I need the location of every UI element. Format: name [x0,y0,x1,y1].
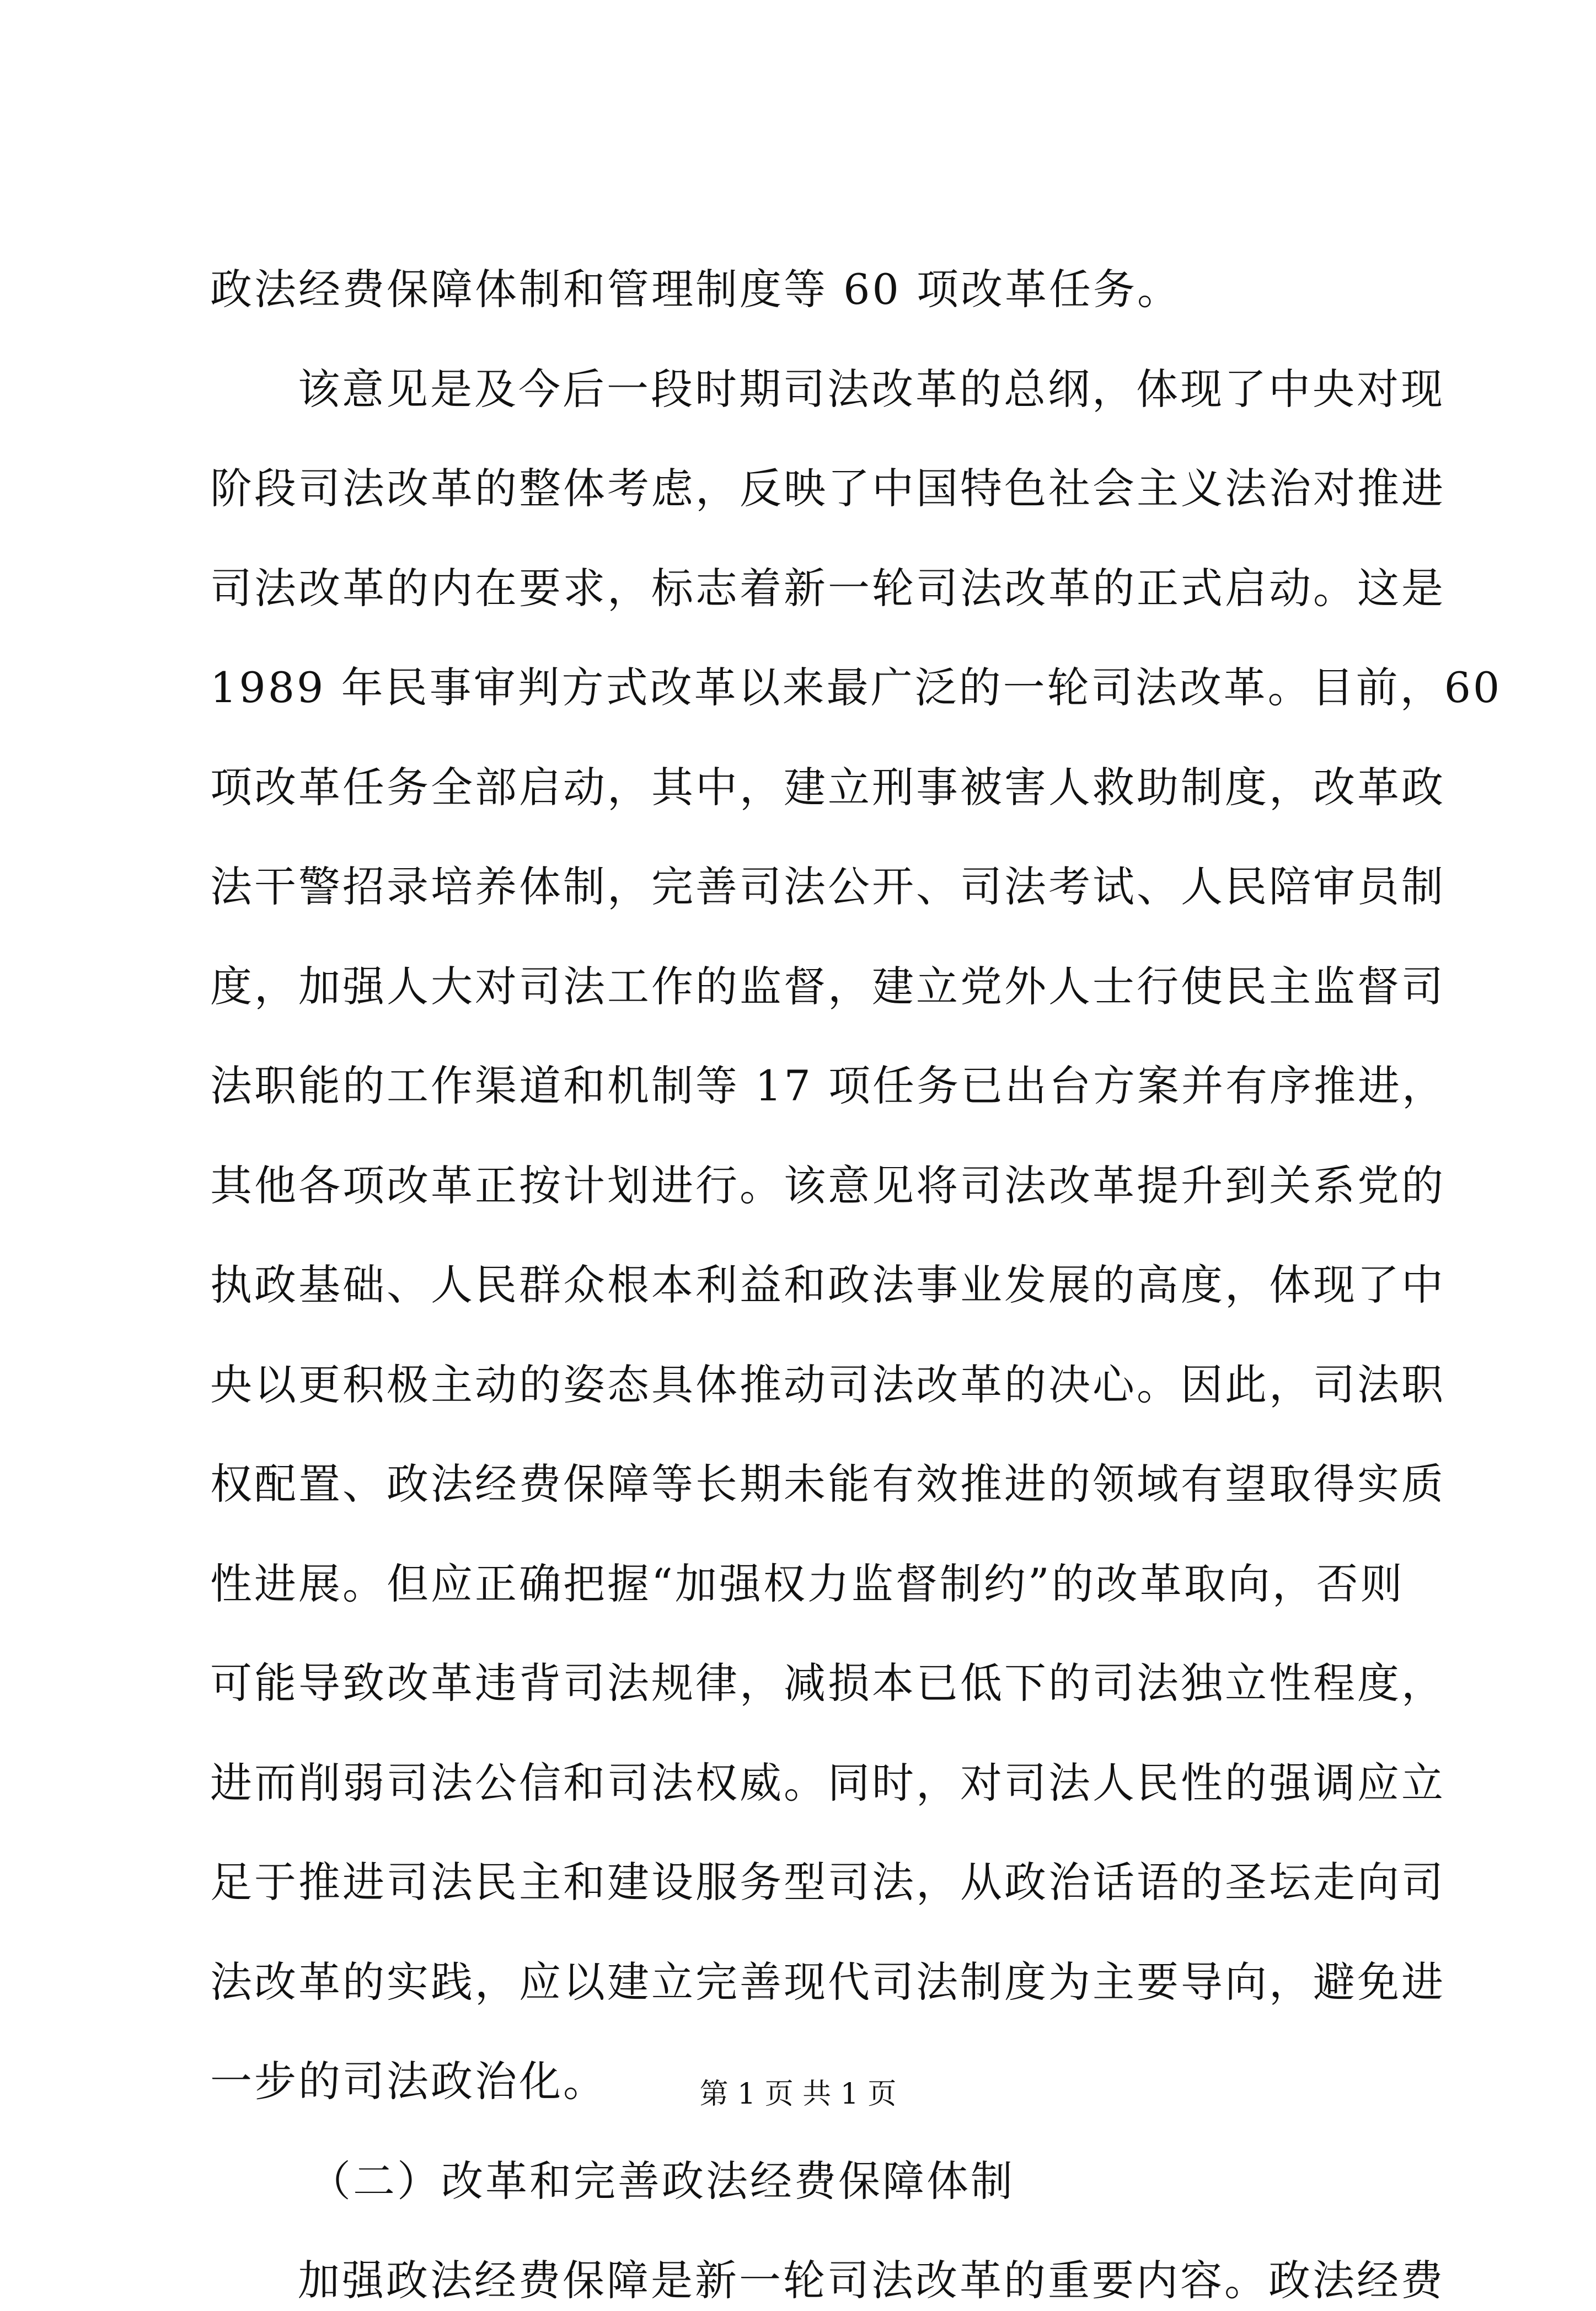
body-line: 执政基础、人民群众根本利益和政法事业发展的高度，体现了中 [210,1260,1445,1309]
body-line: 阶段司法改革的整体考虑，反映了中国特色社会主义法治对推进 [210,464,1445,513]
section-heading: （二）改革和完善政法经费保障体制 [309,2157,1015,2206]
body-line: 性进展。但应正确把握“加强权力监督制约”的改革取向，否则 [210,1559,1405,1608]
body-line: 政法经费保障体制和管理制度等 60 项改革任务。 [210,265,1182,314]
body-line: 其他各项改革正按计划进行。该意见将司法改革提升到关系党的 [210,1161,1445,1210]
body-line: 央以更积极主动的姿态具体推动司法改革的决心。因此，司法职 [210,1360,1445,1409]
body-line: 度，加强人大对司法工作的监督，建立党外人士行使民主监督司 [210,962,1445,1011]
body-line: 法干警招录培养体制，完善司法公开、司法考试、人民陪审员制 [210,862,1445,911]
body-line: 权配置、政法经费保障等长期未能有效推进的领域有望取得实质 [210,1459,1445,1508]
body-line: 1989 年民事审判方式改革以来最广泛的一轮司法改革。目前，60 [210,663,1502,712]
body-line: 足于推进司法民主和建设服务型司法，从政治话语的圣坛走向司 [210,1858,1445,1907]
body-line: 可能导致改革违背司法规律，减损本已低下的司法独立性程度， [210,1659,1445,1708]
body-line: 加强政法经费保障是新一轮司法改革的重要内容。政法经费 [298,2256,1445,2305]
body-line: 项改革任务全部启动，其中，建立刑事被害人救助制度，改革政 [210,763,1445,812]
body-line: 司法改革的内在要求，标志着新一轮司法改革的正式启动。这是 [210,564,1445,613]
body-line: 进而削弱司法公信和司法权威。同时，对司法人民性的强调应立 [210,1758,1445,1807]
page-footer: 第 1 页 共 1 页 [699,2078,897,2111]
body-line: 法改革的实践，应以建立完善现代司法制度为主要导向，避免进 [210,1957,1445,2007]
body-line: 法职能的工作渠道和机制等 17 项任务已出台方案并有序推进， [210,1061,1447,1110]
body-line: 一步的司法政治化。 [210,2057,607,2106]
body-line: 该意见是及今后一段时期司法改革的总纲，体现了中央对现 [298,365,1445,414]
